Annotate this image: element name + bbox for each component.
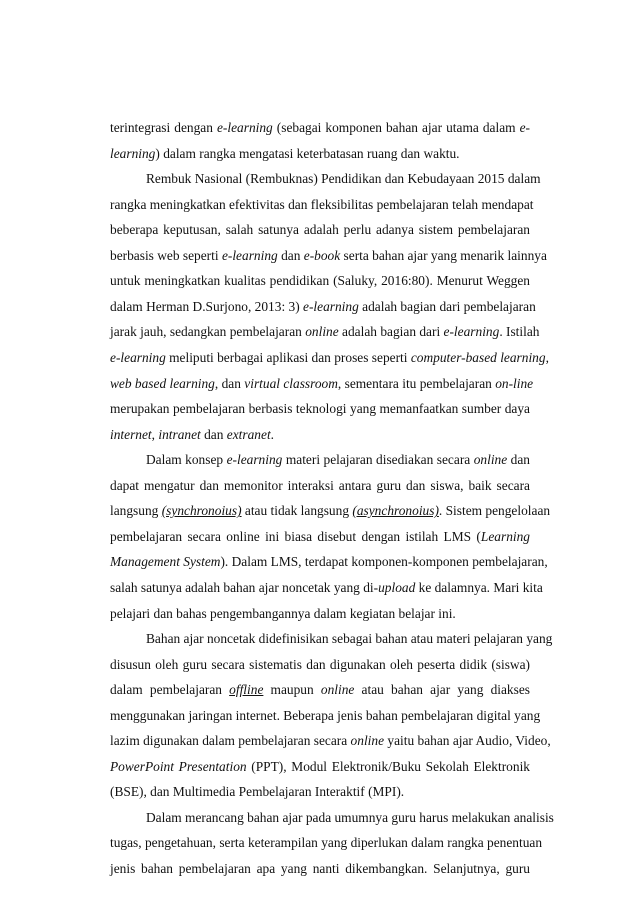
text-run: e- — [519, 120, 530, 135]
text-line — [146, 630, 553, 648]
text-run: merupakan pembelajaran berbasis teknologi yang memanfaatkan sumber daya — [110, 401, 530, 417]
text-run: lazim digunakan dalam pembelajaran secara — [110, 733, 351, 749]
text-run: Bahan ajar noncetak didefinisikan sebagai bahan atau materi pelajaran yang — [146, 631, 553, 646]
text-line — [110, 349, 549, 367]
text-line — [110, 221, 530, 239]
text-run: jenis bahan pembelajaran apa yang nanti dikembangkan. Selanjutnya, guru — [110, 861, 530, 876]
text-run: dalam pembelajaran — [110, 682, 230, 698]
text-run: , — [151, 426, 159, 442]
text-run: . Istilah — [499, 324, 540, 340]
text-line — [110, 860, 530, 878]
text-line — [110, 375, 534, 393]
text-line — [110, 707, 541, 725]
text-run: , — [545, 350, 549, 365]
text-run: e-learning — [226, 452, 283, 468]
text-run: online — [350, 733, 385, 749]
text-run: (sebagai komponen bahan ajar utama dalam — [272, 120, 520, 135]
text-line — [110, 783, 530, 801]
text-run: PowerPoint Presentation — [110, 758, 247, 774]
text-line — [110, 758, 530, 776]
text-run: atau bahan ajar yang diakses — [354, 682, 530, 698]
text-run: (synchronoius) — [161, 503, 242, 519]
text-run: web based learning — [110, 375, 215, 391]
text-run: maupun — [263, 682, 321, 698]
text-line — [110, 119, 530, 137]
text-run: untuk meningkatkan kualitas pendidikan (Saluky, 2016:80). Menurut Weggen — [110, 273, 530, 289]
text-line — [110, 605, 530, 623]
text-run: virtual classroom — [244, 375, 338, 391]
text-line — [110, 477, 530, 495]
text-run: . Sistem pengelolaan — [438, 503, 551, 519]
text-run: jarak jauh, sedangkan pembelajaran — [110, 324, 306, 340]
text-run: terintegrasi dengan — [110, 120, 217, 135]
text-run: rangka meningkatkan efektivitas dan fleksibilitas pembelajaran telah mendapat — [110, 196, 534, 212]
text-run: ) dalam rangka mengatasi keterbatasan ruang dan waktu. — [155, 145, 460, 161]
text-run: offline — [229, 682, 264, 698]
text-run: e-learning — [443, 324, 500, 340]
text-line — [146, 809, 554, 827]
text-line — [110, 323, 540, 341]
text-line — [146, 451, 530, 469]
text-line — [110, 247, 547, 265]
text-line — [110, 553, 548, 571]
text-run: learning — [110, 145, 156, 161]
text-line — [110, 656, 530, 674]
text-run: , sementara itu pembelajaran — [337, 375, 496, 391]
text-run: atau tidak langsung — [241, 503, 353, 519]
text-run: Management System — [110, 554, 221, 570]
text-run: . — [270, 426, 275, 442]
text-run: dan — [200, 426, 227, 442]
text-run: pembelajaran secara online ini biasa disebut dengan istilah LMS ( — [110, 528, 481, 544]
text-run: extranet — [226, 426, 271, 442]
text-run: (BSE), dan Multimedia Pembelajaran Interaktif (MPI). — [110, 784, 405, 800]
text-run: (PPT), Modul Elektronik/Buku Sekolah Elektronik — [246, 758, 530, 774]
text-run: salah satunya adalah bahan ajar noncetak yang di- — [110, 579, 379, 595]
text-run: Learning — [480, 528, 530, 544]
text-run: pelajari dan bahas pengembangannya dalam kegiatan belajar ini. — [110, 605, 456, 621]
text-line — [110, 298, 536, 316]
text-line — [110, 732, 551, 750]
text-run: dapat mengatur dan memonitor interaksi antara guru dan siswa, baik secara — [110, 477, 530, 493]
text-run: computer-based learning — [410, 350, 546, 365]
text-run: dan — [277, 247, 304, 263]
text-run: beberapa keputusan, salah satunya adalah perlu adanya sistem pembelajaran — [110, 222, 530, 238]
text-run: langsung — [110, 503, 162, 519]
text-run: menggunakan jaringan internet. Beberapa jenis bahan pembelajaran digital yang — [110, 707, 541, 723]
text-run: e-learning — [216, 120, 273, 135]
text-line — [110, 528, 530, 546]
text-run: ke dalamnya. Mari kita — [415, 579, 543, 595]
text-line — [110, 272, 530, 290]
text-run: yaitu bahan ajar Audio, Video, — [384, 733, 551, 749]
text-run: online — [473, 452, 508, 468]
text-line — [146, 170, 541, 188]
text-line — [110, 145, 530, 163]
text-run: serta bahan ajar yang menarik lainnya — [340, 247, 547, 263]
text-line — [110, 426, 530, 444]
text-line — [110, 681, 530, 699]
text-run: online — [320, 682, 355, 698]
text-line — [110, 400, 530, 418]
text-run: adalah bagian dari — [338, 324, 444, 340]
text-run: meliputi berbagai aplikasi dan proses seperti — [165, 350, 411, 365]
text-run: on-line — [495, 375, 534, 391]
text-run: dan — [507, 452, 530, 468]
text-run: online — [305, 324, 339, 340]
text-run: intranet — [158, 426, 201, 442]
text-run: e-learning — [221, 247, 278, 263]
text-run: e-learning — [110, 350, 166, 365]
text-run: ). Dalam LMS, terdapat komponen-komponen pembelajaran, — [220, 554, 548, 570]
text-run: berbasis web seperti — [110, 247, 222, 263]
text-run: disusun oleh guru secara sistematis dan digunakan oleh peserta didik (siswa) — [110, 656, 530, 672]
text-run: , dan — [214, 375, 245, 391]
text-run: Rembuk Nasional (Rembuknas) Pendidikan dan Kebudayaan 2015 dalam — [146, 171, 541, 187]
text-run: Dalam merancang bahan ajar pada umumnya guru harus melakukan analisis — [146, 809, 554, 825]
text-run: adalah bagian dari pembelajaran — [358, 298, 536, 314]
text-line — [110, 196, 534, 214]
text-run: tugas, pengetahuan, serta keterampilan yang diperlukan dalam rangka penentuan — [110, 835, 543, 851]
text-run: e-book — [303, 247, 341, 263]
text-run: e-learning — [303, 298, 359, 314]
text-run: (asynchronoius) — [352, 503, 439, 519]
text-run: materi pelajaran disediakan secara — [282, 452, 474, 468]
text-run: Dalam konsep — [146, 452, 227, 468]
text-run: internet — [110, 426, 152, 442]
text-line — [110, 502, 551, 520]
text-run: upload — [378, 579, 416, 595]
text-run: dalam Herman D.Surjono, 2013: 3) — [110, 298, 304, 314]
text-line — [110, 579, 543, 597]
text-line — [110, 834, 543, 852]
